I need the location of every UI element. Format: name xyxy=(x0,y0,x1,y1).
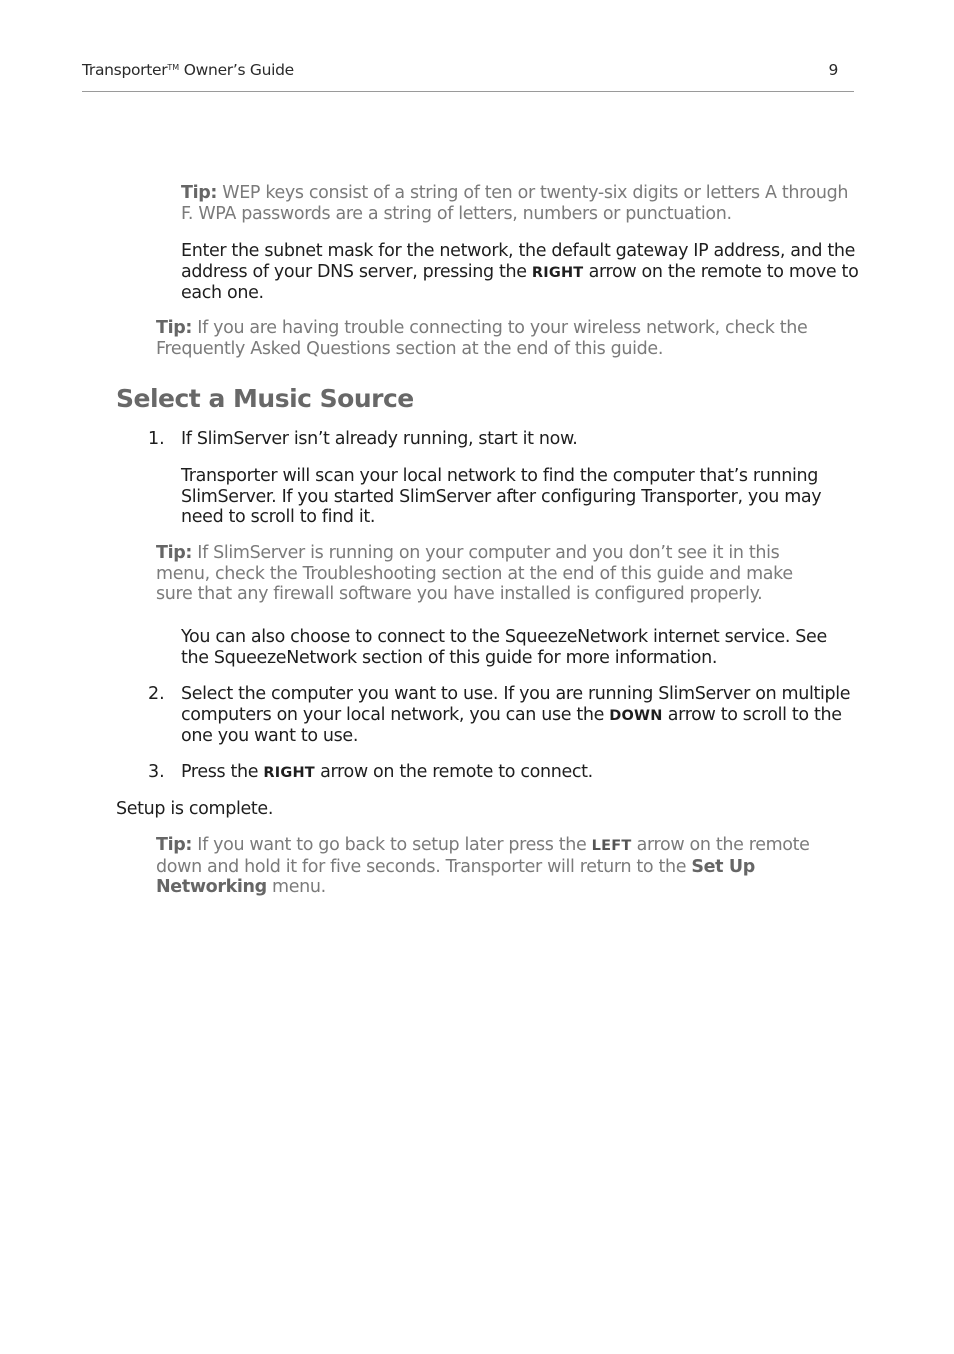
tip-label: Tip: xyxy=(156,543,193,563)
setup-networking-menu-name: Set Up Networking xyxy=(156,856,755,898)
step-1-detail: Transporter will scan your local network to find the computer that’s running SlimServer. If you started SlimServer after configuring Transporter, you may need to scroll to find it. xyxy=(181,466,822,528)
setup-complete: Setup is complete. xyxy=(116,799,274,819)
tip-wep-keys: Tip: WEP keys consist of a string of ten or twenty-six digits or letters A through F. WPA passwords are a string of letters, numbers or punctuation. xyxy=(181,183,849,224)
step-2-text: Select the computer you want to use. If you are running SlimServer on multiple computers on your local network, you can use the DOWN arrow to scroll to the one you want to use. xyxy=(181,684,851,747)
step-1-number: 1. xyxy=(148,429,165,449)
step-2-number: 2. xyxy=(148,684,165,704)
trademark-mark: TM xyxy=(167,63,180,72)
page-number: 9 xyxy=(828,61,838,79)
subnet-instructions: Enter the subnet mask for the network, the default gateway IP address, and the address of your DNS server, pressing the RIGHT arrow on the remote to move to each one. xyxy=(181,241,859,304)
tip-go-back: Tip: If you want to go back to setup later press the LEFT arrow on the remote down and hold it for five seconds. Transporter will return to the Set Up Networking menu. xyxy=(156,835,810,898)
tip-label: Tip: xyxy=(156,318,193,338)
tip-slimserver-menu: Tip: If SlimServer is running on your computer and you don’t see it in this menu, check the Troubleshooting section at the end of this guide and make sure that any firewall software you have installed is configured properly. xyxy=(156,543,793,605)
page-header xyxy=(82,59,854,92)
tip-wireless-trouble: Tip: If you are having trouble connecting to your wireless network, check the Frequently Asked Questions section at the end of this guide. xyxy=(156,318,808,359)
step-3-number: 3. xyxy=(148,762,165,782)
step-1-text: If SlimServer isn’t already running, start it now. xyxy=(181,429,578,449)
tip-label: Tip: xyxy=(156,835,193,855)
squeezenetwork-note: You can also choose to connect to the SqueezeNetwork internet service. See the SqueezeNetwork section of this guide for more information. xyxy=(181,627,827,668)
tip-label: Tip: xyxy=(181,183,218,203)
right-key-label: RIGHT xyxy=(531,264,584,281)
down-key-label: DOWN xyxy=(609,707,663,724)
right-key-label: RIGHT xyxy=(263,765,315,781)
left-key-label: LEFT xyxy=(591,838,632,854)
step-3-text: Press the RIGHT arrow on the remote to connect. xyxy=(181,762,593,782)
guide-title: Transporter™ Owner’s Guide xyxy=(82,61,294,79)
section-heading: Select a Music Source xyxy=(116,384,414,413)
